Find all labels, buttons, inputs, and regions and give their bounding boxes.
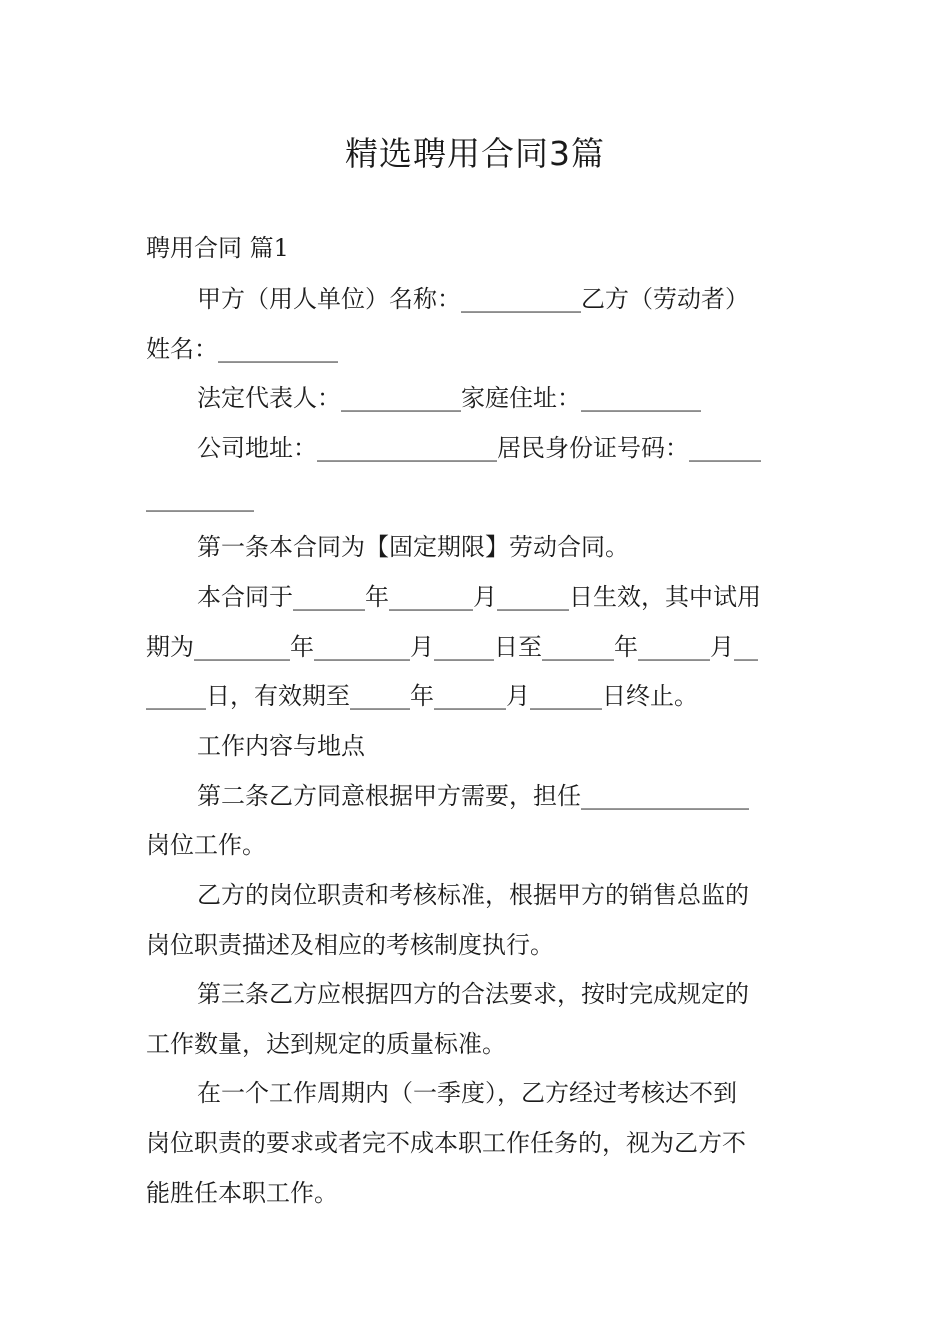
document-title: 精选聘用合同3篇 — [345, 134, 605, 173]
paragraph-line: _________ — [146, 484, 254, 512]
paragraph-line: 法定代表人：__________家庭住址：__________ — [197, 384, 701, 412]
paragraph-line: 第二条乙方同意根据甲方需要，担任______________ — [197, 782, 749, 810]
section-heading: 聘用合同 篇1 — [146, 234, 289, 262]
paragraph-line: 甲方（用人单位）名称：__________乙方（劳动者） — [197, 285, 749, 313]
paragraph-line: 岗位职责的要求或者完不成本职工作任务的，视为乙方不 — [146, 1129, 746, 1157]
paragraph-line: 公司地址：_______________居民身份证号码：______ — [197, 434, 761, 462]
paragraph-line: 本合同于______年_______月______日生效，其中试用 — [197, 583, 761, 611]
paragraph-line: 岗位工作。 — [146, 831, 266, 859]
paragraph-line: 在一个工作周期内（一季度），乙方经过考核达不到 — [197, 1079, 737, 1107]
paragraph-line: 期为________年________月_____日至______年______月__ — [146, 633, 758, 661]
paragraph-line: 工作数量，达到规定的质量标准。 — [146, 1030, 506, 1058]
section-heading: 工作内容与地点 — [197, 732, 365, 760]
paragraph-line: 岗位职责描述及相应的考核制度执行。 — [146, 931, 554, 959]
paragraph-line: _____日，有效期至_____年______月______日终止。 — [146, 682, 698, 710]
paragraph-line: 第三条乙方应根据四方的合法要求，按时完成规定的 — [197, 980, 749, 1008]
paragraph-line: 能胜任本职工作。 — [146, 1179, 338, 1207]
paragraph-line: 第一条本合同为【固定期限】劳动合同。 — [197, 533, 629, 561]
paragraph-line: 姓名：__________ — [146, 335, 338, 363]
paragraph-line: 乙方的岗位职责和考核标准，根据甲方的销售总监的 — [197, 881, 749, 909]
